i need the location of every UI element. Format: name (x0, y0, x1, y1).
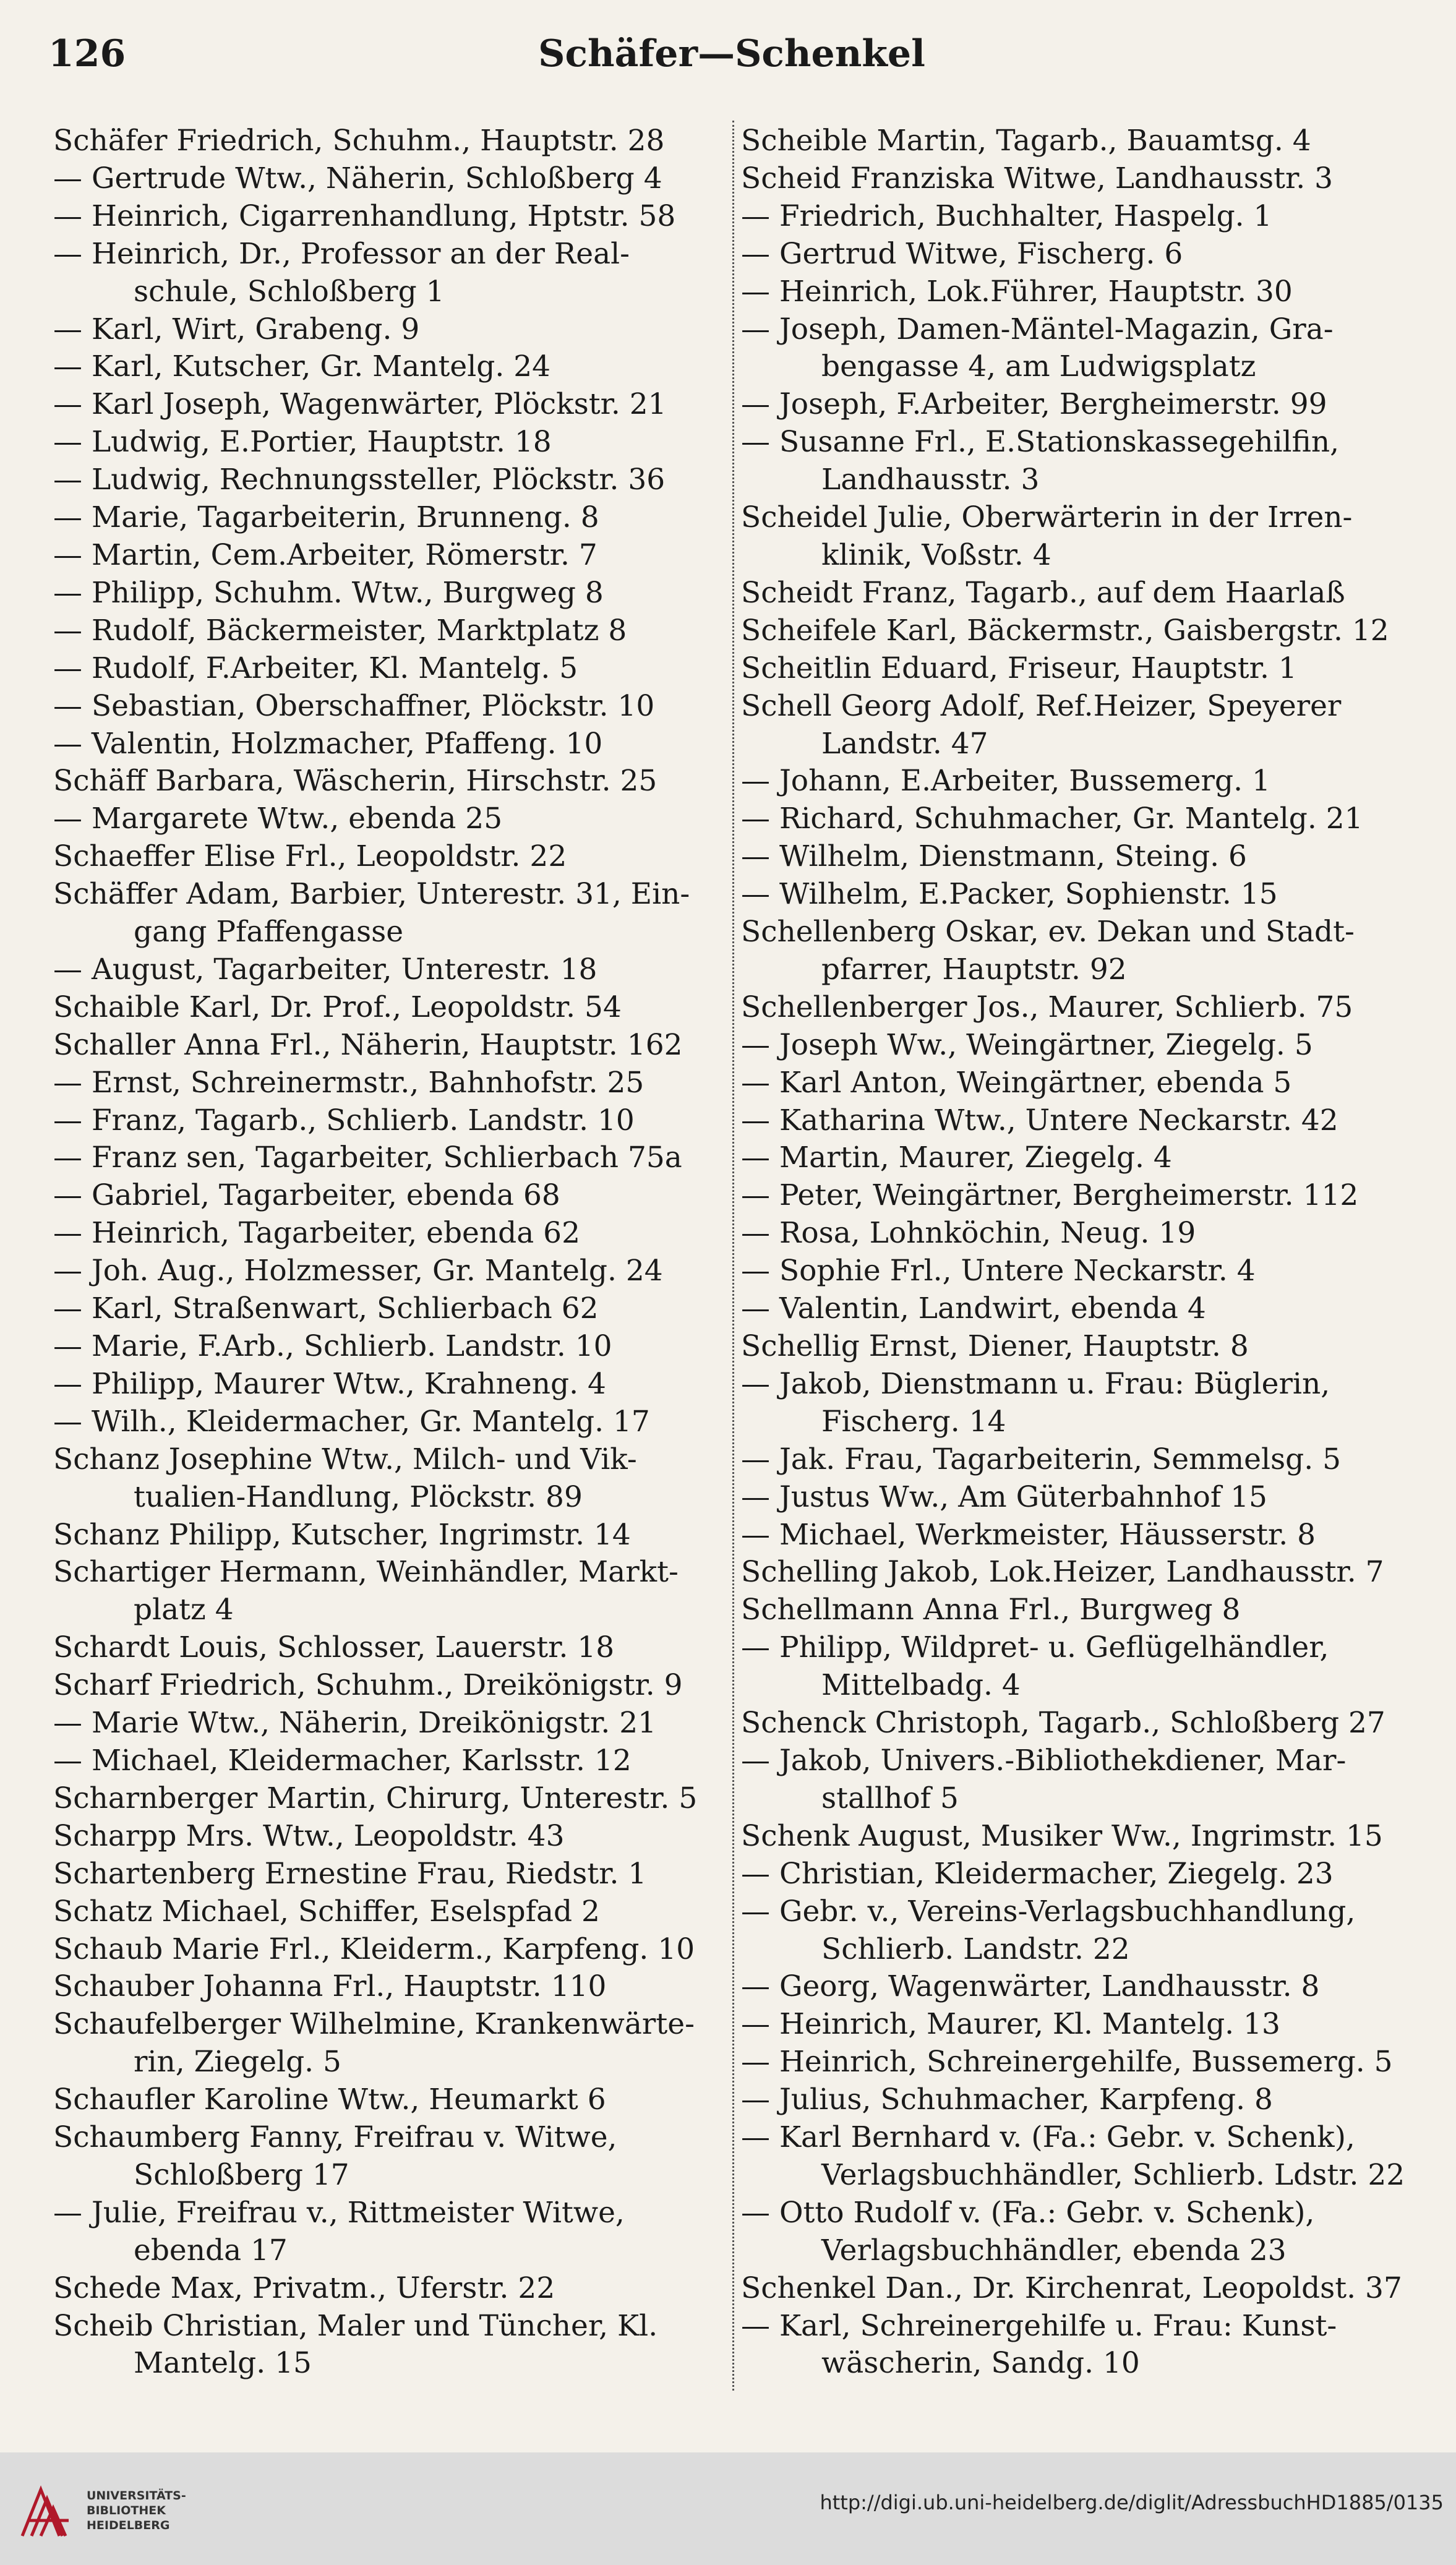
directory-entry: — Karl, Wirt, Grabeng. 9 (53, 312, 420, 346)
directory-entry: Scheid Franziska Witwe, Landhausstr. 3 (741, 161, 1334, 195)
directory-entry: — Franz sen, Tagarbeiter, Schlierbach 75a (53, 1141, 682, 1175)
directory-entry: — Karl Anton, Weingärtner, ebenda 5 (741, 1065, 1292, 1100)
directory-entry: — Julie, Freifrau v., Rittmeister Witwe, (53, 2195, 625, 2230)
directory-entry: — Heinrich, Maurer, Kl. Mantelg. 13 (741, 2007, 1280, 2042)
directory-entry: — Heinrich, Schreinergehilfe, Bussemerg. 5 (741, 2045, 1393, 2079)
directory-entry-continuation: Verlagsbuchhändler, Schlierb. Ldstr. 22 (821, 2157, 1405, 2192)
library-name-line: UNIVERSITÄTS- (87, 2489, 186, 2503)
right-column (741, 122, 1412, 2383)
directory-entry: — Gertrud Witwe, Fischerg. 6 (741, 236, 1183, 271)
directory-entry-continuation: Verlagsbuchhändler, ebenda 23 (821, 2233, 1287, 2267)
directory-entry: Schellenberger Jos., Maurer, Schlierb. 75 (741, 990, 1353, 1024)
directory-entry: Schaeffer Elise Frl., Leopoldstr. 22 (53, 839, 567, 874)
directory-entry: — Sophie Frl., Untere Neckarstr. 4 (741, 1254, 1256, 1288)
directory-entry: — Valentin, Holzmacher, Pfaffeng. 10 (53, 726, 603, 761)
library-name-line: BIBLIOTHEK (87, 2504, 166, 2517)
directory-entry: — Wilhelm, E.Packer, Sophienstr. 15 (741, 877, 1278, 912)
directory-entry: — Martin, Maurer, Ziegelg. 4 (741, 1141, 1172, 1175)
page-header (48, 32, 1415, 82)
directory-entry: — Marie Wtw., Näherin, Dreikönigstr. 21 (53, 1706, 657, 1741)
directory-entry: Schaufler Karoline Wtw., Heumarkt 6 (53, 2083, 606, 2117)
directory-entry: Schellmann Anna Frl., Burgweg 8 (741, 1593, 1241, 1627)
directory-entry: — Valentin, Landwirt, ebenda 4 (741, 1291, 1206, 1326)
directory-entry: — Karl Bernhard v. (Fa.: Gebr. v. Schenk), (741, 2120, 1355, 2155)
directory-entry-continuation: gang Pfaffengasse (134, 915, 404, 949)
directory-entry-continuation: tualien-Handlung, Plöckstr. 89 (134, 1479, 583, 1514)
library-name-line: HEIDELBERG (87, 2519, 170, 2532)
source-url-link[interactable]: http://digi.ub.uni-heidelberg.de/diglit/AdressbuchHD1885/0135 (820, 2491, 1444, 2514)
directory-entry: Scharpp Mrs. Wtw., Leopoldstr. 43 (53, 1818, 565, 1853)
directory-entry: Scheib Christian, Maler und Tüncher, Kl. (53, 2308, 658, 2343)
directory-entry: — Heinrich, Tagarbeiter, ebenda 62 (53, 1216, 580, 1251)
directory-entry: — Johann, E.Arbeiter, Bussemerg. 1 (741, 764, 1270, 799)
directory-entry: — Karl, Kutscher, Gr. Mantelg. 24 (53, 349, 551, 384)
directory-entry: Schardt Louis, Schlosser, Lauerstr. 18 (53, 1630, 615, 1665)
footer-bar (0, 2452, 1456, 2565)
directory-entry: — Richard, Schuhmacher, Gr. Mantelg. 21 (741, 802, 1363, 836)
directory-entry-continuation: Mantelg. 15 (134, 2346, 312, 2381)
directory-entry: — Ludwig, Rechnungssteller, Plöckstr. 36 (53, 463, 666, 497)
directory-entry: Schaller Anna Frl., Näherin, Hauptstr. 162 (53, 1027, 683, 1062)
directory-entry: — Otto Rudolf v. (Fa.: Gebr. v. Schenk), (741, 2195, 1315, 2230)
directory-entry: — Michael, Kleidermacher, Karlsstr. 12 (53, 1743, 632, 1778)
directory-entry: — Heinrich, Cigarrenhandlung, Hptstr. 58 (53, 199, 676, 233)
left-column (53, 122, 724, 2383)
directory-entry: — Margarete Wtw., ebenda 25 (53, 802, 503, 836)
page-number: 126 (48, 32, 126, 75)
directory-entry: Scheidt Franz, Tagarb., auf dem Haarlaß (741, 575, 1345, 610)
directory-entry: Scheitlin Eduard, Friseur, Hauptstr. 1 (741, 651, 1297, 685)
directory-entry-continuation: stallhof 5 (821, 1781, 959, 1815)
directory-entry: — Philipp, Maurer Wtw., Krahneng. 4 (53, 1366, 606, 1401)
directory-entry: — Rosa, Lohnköchin, Neug. 19 (741, 1216, 1196, 1251)
directory-entry: Schaub Marie Frl., Kleiderm., Karpfeng. 10 (53, 1932, 695, 1966)
directory-entry: — Wilh., Kleidermacher, Gr. Mantelg. 17 (53, 1404, 650, 1439)
directory-entry: — Jakob, Dienstmann u. Frau: Büglerin, (741, 1366, 1330, 1401)
directory-entry: Schelling Jakob, Lok.Heizer, Landhausstr. 7 (741, 1555, 1384, 1590)
directory-entry: Schanz Philipp, Kutscher, Ingrimstr. 14 (53, 1517, 631, 1552)
directory-entry: — Sebastian, Oberschaffner, Plöckstr. 10 (53, 688, 655, 723)
directory-entry: Scheible Martin, Tagarb., Bauamtsg. 4 (741, 124, 1311, 158)
directory-entry: Schellig Ernst, Diener, Hauptstr. 8 (741, 1329, 1249, 1363)
directory-entry: Scheifele Karl, Bäckermstr., Gaisbergstr. 12 (741, 613, 1389, 648)
directory-entry-continuation: klinik, Voßstr. 4 (821, 537, 1051, 572)
directory-entry: — Christian, Kleidermacher, Ziegelg. 23 (741, 1856, 1334, 1891)
directory-entry: — Joh. Aug., Holzmesser, Gr. Mantelg. 24 (53, 1254, 663, 1288)
directory-entry: — Ludwig, E.Portier, Hauptstr. 18 (53, 425, 552, 460)
directory-entry-continuation: rin, Ziegelg. 5 (134, 2045, 341, 2079)
directory-entry: — Susanne Frl., E.Stationskassegehilfin, (741, 425, 1340, 460)
directory-entry: Schäff Barbara, Wäscherin, Hirschstr. 25 (53, 764, 657, 799)
directory-entry: Schaumberg Fanny, Freifrau v. Witwe, (53, 2120, 617, 2155)
directory-entry: — Jak. Frau, Tagarbeiterin, Semmelsg. 5 (741, 1442, 1341, 1476)
directory-entry: Schenck Christoph, Tagarb., Schloßberg 27 (741, 1706, 1385, 1741)
directory-entry: — Michael, Werkmeister, Häusserstr. 8 (741, 1517, 1316, 1552)
directory-entry: — Georg, Wagenwärter, Landhausstr. 8 (741, 1969, 1320, 2004)
directory-entry: — Julius, Schuhmacher, Karpfeng. 8 (741, 2083, 1273, 2117)
directory-entry: Schäffer Adam, Barbier, Unterestr. 31, Ein- (53, 877, 690, 912)
directory-entry: — Wilhelm, Dienstmann, Steing. 6 (741, 839, 1247, 874)
directory-entry: Schede Max, Privatm., Uferstr. 22 (53, 2271, 555, 2305)
column-divider (732, 121, 735, 2391)
directory-entry-continuation: wäscherin, Sandg. 10 (821, 2346, 1140, 2381)
directory-entry: — Gertrude Wtw., Näherin, Schloßberg 4 (53, 161, 662, 195)
directory-entry: — Martin, Cem.Arbeiter, Römerstr. 7 (53, 537, 597, 572)
directory-entry-continuation: Landhausstr. 3 (821, 463, 1040, 497)
directory-entry: Schellenberg Oskar, ev. Dekan und Stadt- (741, 915, 1355, 949)
directory-entry: Schauber Johanna Frl., Hauptstr. 110 (53, 1969, 607, 2004)
directory-entry: — Philipp, Schuhm. Wtw., Burgweg 8 (53, 575, 604, 610)
directory-entry: — Heinrich, Dr., Professor an der Real- (53, 236, 630, 271)
directory-entry: Schartiger Hermann, Weinhändler, Markt- (53, 1555, 679, 1590)
directory-entry: — Marie, Tagarbeiterin, Brunneng. 8 (53, 500, 599, 535)
directory-entry: Schenkel Dan., Dr. Kirchenrat, Leopoldst. 37 (741, 2271, 1402, 2305)
directory-entry: Schenk August, Musiker Ww., Ingrimstr. 15 (741, 1818, 1383, 1853)
directory-entry: — Justus Ww., Am Güterbahnhof 15 (741, 1479, 1267, 1514)
directory-entry-continuation: Landstr. 47 (821, 726, 988, 761)
directory-entry: — Karl, Straßenwart, Schlierbach 62 (53, 1291, 599, 1326)
directory-entry: Schäfer Friedrich, Schuhm., Hauptstr. 28 (53, 124, 665, 158)
directory-entry-continuation: pfarrer, Hauptstr. 92 (821, 952, 1127, 987)
directory-entry-continuation: Schlierb. Landstr. 22 (821, 1932, 1130, 1966)
directory-entry: Scheidel Julie, Oberwärterin in der Irren- (741, 500, 1353, 535)
directory-entry: — Peter, Weingärtner, Bergheimerstr. 112 (741, 1178, 1359, 1213)
directory-entry: — Karl Joseph, Wagenwärter, Plöckstr. 21 (53, 387, 667, 422)
directory-entry: — Joseph, F.Arbeiter, Bergheimerstr. 99 (741, 387, 1327, 422)
directory-entry: Schatz Michael, Schiffer, Eselspfad 2 (53, 1894, 600, 1929)
directory-entry: Schaible Karl, Dr. Prof., Leopoldstr. 54 (53, 990, 622, 1024)
directory-entry-continuation: Fischerg. 14 (821, 1404, 1006, 1439)
directory-entry: — Heinrich, Lok.Führer, Hauptstr. 30 (741, 274, 1293, 309)
directory-entry: — Marie, F.Arb., Schlierb. Landstr. 10 (53, 1329, 612, 1363)
directory-entry: Scharnberger Martin, Chirurg, Unterestr. 5 (53, 1781, 698, 1815)
directory-entry-continuation: bengasse 4, am Ludwigsplatz (821, 349, 1256, 384)
directory-entry: Schartenberg Ernestine Frau, Riedstr. 1 (53, 1856, 647, 1891)
directory-entry: — Franz, Tagarb., Schlierb. Landstr. 10 (53, 1103, 635, 1137)
directory-entry-continuation: Schloßberg 17 (134, 2157, 349, 2192)
library-name (87, 2488, 186, 2533)
page-title: Schäfer—Schenkel (538, 32, 925, 75)
directory-entry: — Katharina Wtw., Untere Neckarstr. 42 (741, 1103, 1338, 1137)
directory-entry: — Rudolf, Bäckermeister, Marktplatz 8 (53, 613, 627, 648)
directory-entry: — Jakob, Univers.-Bibliothekdiener, Mar- (741, 1743, 1347, 1778)
directory-entry: — Karl, Schreinergehilfe u. Frau: Kunst- (741, 2308, 1337, 2343)
directory-entry-continuation: platz 4 (134, 1593, 234, 1627)
directory-entry-continuation: Mittelbadg. 4 (821, 1668, 1021, 1703)
directory-entry: Schell Georg Adolf, Ref.Heizer, Speyerer (741, 688, 1342, 723)
university-library-logo-icon (16, 2477, 84, 2545)
directory-entry: Schaufelberger Wilhelmine, Krankenwärte- (53, 2007, 695, 2042)
directory-entry: — Joseph Ww., Weingärtner, Ziegelg. 5 (741, 1027, 1313, 1062)
directory-entry: Scharf Friedrich, Schuhm., Dreikönigstr. 9 (53, 1668, 683, 1703)
directory-entry: — Gabriel, Tagarbeiter, ebenda 68 (53, 1178, 560, 1213)
directory-entry: — Joseph, Damen-Mäntel-Magazin, Gra- (741, 312, 1334, 346)
directory-entry: Schanz Josephine Wtw., Milch- und Vik- (53, 1442, 637, 1476)
directory-entry: — Rudolf, F.Arbeiter, Kl. Mantelg. 5 (53, 651, 578, 685)
directory-entry: — Friedrich, Buchhalter, Haspelg. 1 (741, 199, 1272, 233)
directory-entry: — August, Tagarbeiter, Unterestr. 18 (53, 952, 597, 987)
directory-entry-continuation: ebenda 17 (134, 2233, 288, 2267)
directory-entry: — Philipp, Wildpret- u. Geflügelhändler, (741, 1630, 1329, 1665)
directory-entry: — Ernst, Schreinermstr., Bahnhofstr. 25 (53, 1065, 644, 1100)
directory-entry: — Gebr. v., Vereins-Verlagsbuchhandlung, (741, 1894, 1356, 1929)
directory-entry-continuation: schule, Schloßberg 1 (134, 274, 445, 309)
